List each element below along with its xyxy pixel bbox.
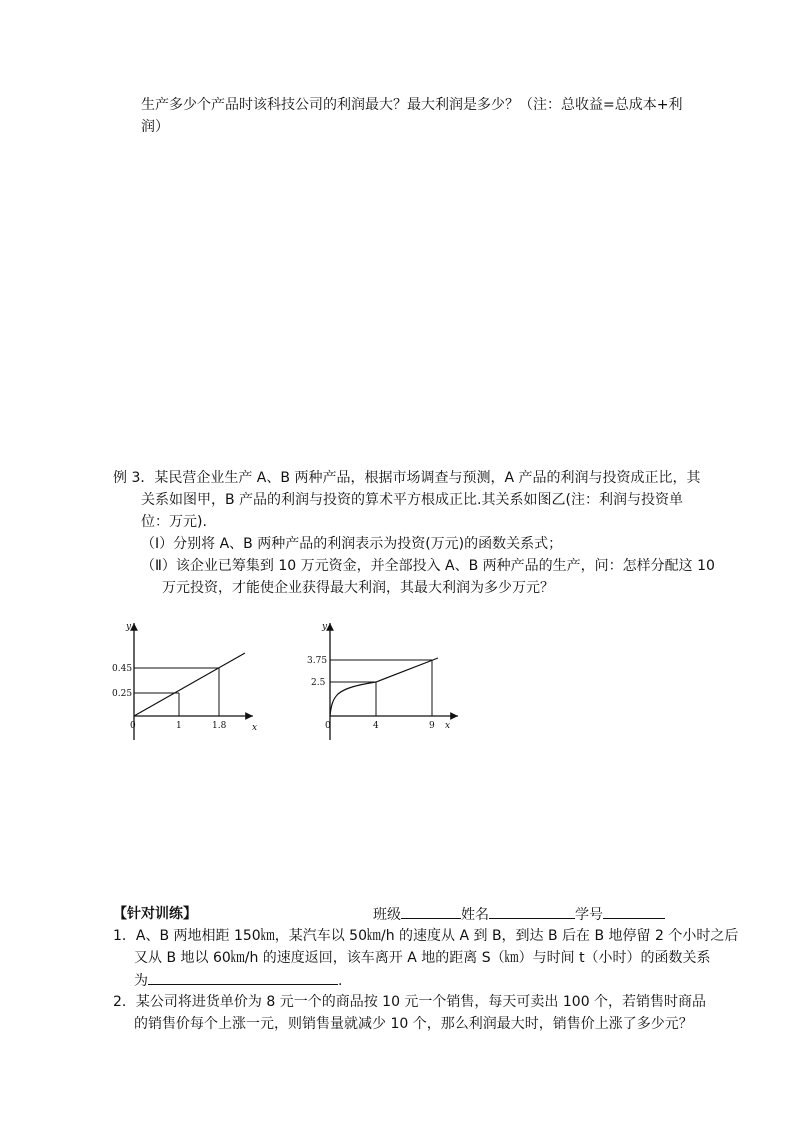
graph-a-ytick-045: 0.45 [112,664,133,674]
graph-a-profit-line [134,653,245,716]
problem1-line2: 又从 B 地以 60㎞/h 的速度返回，该车离开 A 地的距离 S（㎞）与时间 t（小时）的函数关系 [134,950,711,966]
graph-b-xtick-9: 9 [429,721,435,731]
graph-b-x-label: x [445,721,451,731]
graph-a-xtick-18: 1.8 [212,721,227,731]
graph-b-ytick-25: 2.5 [311,678,326,688]
graph-a [108,615,268,760]
example3-line3: 位：万元). [141,514,207,530]
graph-b-origin: 0 [325,721,331,731]
name-label: 姓名 [461,907,489,923]
problem1-answer-field[interactable] [148,970,338,985]
graph-b-profit-curve [330,658,438,716]
class-label: 班级 [373,907,401,923]
example3-question2-line1: （Ⅱ）该企业已筹集到 10 万元资金，并全部投入 A、B 两种产品的生产，问：怎样分配这 10 [141,558,715,574]
graph-b-xtick-4: 4 [373,721,379,731]
name-field[interactable] [489,904,575,919]
example3-question2-line2: 万元投资，才能使企业获得最大利润，其最大利润为多少万元？ [162,580,554,596]
problem1-line1: 1．A、B 两地相距 150㎞，某汽车以 50㎞/h 的速度从 A 到 B，到达 B 后在 B 地停留 2 个小时之后 [113,928,739,944]
graph-b-y-label: y [322,622,328,632]
student-id-label: 学号 [575,907,603,923]
graph-a-origin: 0 [130,721,136,731]
example3-question1: （Ⅰ）分别将 A、B 两种产品的利润表示为投资(万元)的函数关系式； [141,536,563,552]
problem2-line2: 的销售价每个上涨一元，则销售量就减少 10 个，那么利润最大时，销售价上涨了多少元？ [134,1016,693,1032]
example3-line1: 例 3．某民营企业生产 A、B 两种产品，根据市场调查与预测，A 产品的利润与投资成正比，其 [113,470,701,486]
class-field[interactable] [401,904,461,919]
graph-b [305,615,470,760]
graph-a-ytick-025: 0.25 [112,689,133,699]
example3-line2: 关系如图甲，B 产品的利润与投资的算术平方根成正比.其关系如图乙(注：利润与投资单 [141,492,683,508]
graph-a-y-label: y [126,622,132,632]
student-id-field[interactable] [603,904,665,919]
problem1-suffix: . [338,973,343,989]
problem1-line3 [134,970,342,991]
graph-b-ytick-375: 3.75 [307,656,328,666]
problem1-prefix: 为 [134,973,148,989]
student-info-row [373,904,665,925]
graph-a-x-label: x [252,723,258,733]
training-title: 【针对训练】 [113,906,197,922]
problem-continuation-line1: 生产多少个产品时该科技公司的利润最大？最大利润是多少？（注：总收益=总成本+利 [141,97,683,113]
graph-a-xtick-1: 1 [176,721,182,731]
problem-continuation-line2: 润） [141,119,169,135]
problem2-line1: 2．某公司将进货单价为 8 元一个的商品按 10 元一个销售，每天可卖出 100 个，若销售时商品 [113,994,707,1010]
